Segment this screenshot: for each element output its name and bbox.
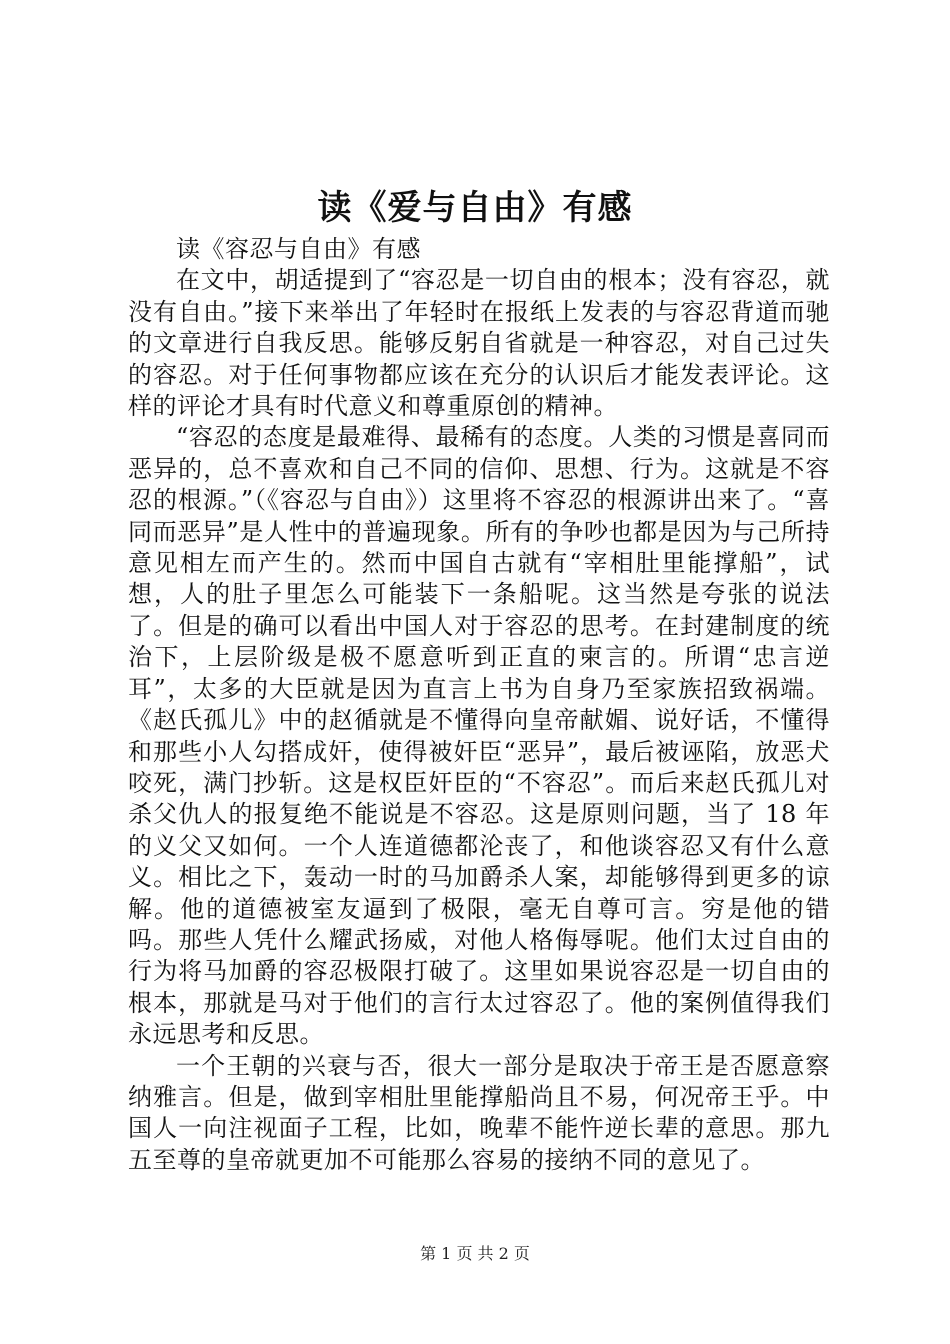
document-body	[128, 234, 830, 1176]
document-title: 读《爱与自由》有感	[317, 188, 633, 228]
body-paragraph-3: 一个王朝的兴衰与否，很大一部分是取决于帝王是否愿意察纳雅言。但是，做到宰相肚里能撑船尚且不易，何况帝王乎。中国人一向注视面子工程，比如，晚辈不能忤逆长辈的意思。那九五至尊的皇帝就更加不可能那么容易的接纳不同的意见了。	[128, 1051, 830, 1174]
body-paragraph-1: 在文中，胡适提到了“容忍是一切自由的根本；没有容忍，就没有自由。”接下来举出了年轻时在报纸上发表的与容忍背道而驰的文章进行自我反思。能够反躬自省就是一种容忍，对自己过失的容忍。对于任何事物都应该在充分的认识后才能发表评论。这样的评论才具有时代意义和尊重原创的精神。	[128, 266, 830, 421]
body-paragraph-2: “容忍的态度是最难得、最稀有的态度。人类的习惯是喜同而恶异的，总不喜欢和自己不同的信仰、思想、行为。这就是不容忍的根源。”（《容忍与自由》）这里将不容忍的根源讲出来了。“喜同而恶异”是人性中的普遍现象。所有的争吵也都是因为与己所持意见相左而产生的。然而中国自古就有“宰相肚里能撑船”，试想，人的肚子里怎么可能装下一条船呢。这当然是夸张的说法了。但是的确可以看出中国人对于容忍的思考。在封建制度的统治下，上层阶级是极不愿意听到正直的柬言的。所谓“忠言逆耳”，太多的大臣就是因为直言上书为自身乃至家族招致祸端。《赵氏孤儿》中的赵循就是不懂得向皇帝献媚、说好话，不懂得和那些小人勾搭成奸，使得被奸臣“恶异”，最后被诬陷，放恶犬咬死，满门抄斩。这是权臣奸臣的“不容忍”。而后来赵氏孤儿对杀父仇人的报复绝不能说是不容忍。这是原则问题，当了 18 年的义父又如何。一个人连道德都沦丧了，和他谈容忍又有什么意义。相比之下，轰动一时的马加爵杀人案，却能够得到更多的谅解。他的道德被室友逼到了极限，毫无自尊可言。穷是他的错吗。那些人凭什么耀武扬威，对他人格侮辱呢。他们太过自由的行为将马加爵的容忍极限打破了。这里如果说容忍是一切自由的根本，那就是马对于他们的言行太过容忍了。他的案例值得我们永远思考和反思。	[128, 423, 830, 1049]
page-number-footer: 第 1 页 共 2 页	[420, 1244, 530, 1263]
subtitle-paragraph: 读《容忍与自由》有感	[176, 235, 421, 263]
